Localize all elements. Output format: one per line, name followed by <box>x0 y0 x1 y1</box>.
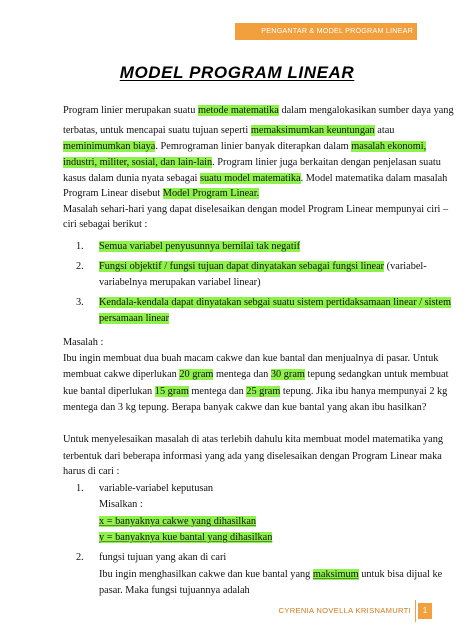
list-number-3: 3. <box>76 297 84 308</box>
solution-number-1: 1. <box>76 483 84 494</box>
masalah-line-1: Ibu ingin membuat dua buah macam cakwe dan kue bantal dan menjualnya di pasar. Untuk <box>63 353 439 364</box>
solution-line-5: pasar. Maka fungsi tujuannya adalah <box>99 585 250 596</box>
solution-line-4: Ibu ingin menghasilkan cakwe dan kue bantal yang maksimum untuk bisa dijual ke <box>99 569 443 580</box>
p1-line-1: Program linier merupakan suatu metode matematika dalam mengalokasikan sumber daya yang <box>63 105 454 116</box>
p2-line-2: ciri sebagai berikut : <box>63 219 148 230</box>
list-item-2-cont: variabelnya merupakan variabel linear) <box>99 277 261 288</box>
misalkan-label: Misalkan : <box>99 499 143 510</box>
solution-number-2: 2. <box>76 552 84 563</box>
masalah-line-3: kue bantal diperlukan 15 gram mentega dan 25 gram tepung. Jika ibu hanya mempunyai 2 kg <box>63 386 448 397</box>
footer-author: CYRENIA NOVELLA KRISNAMURTI <box>278 606 411 615</box>
list-item-3: Kendala-kendala dapat dinyatakan sebgai suatu sistem pertidaksamaan linear / sistem <box>99 297 451 308</box>
p1-line-4: industri, militer, sosial, dan lain-lain. Program linier juga berkaitan dengan penjelasan suatu <box>63 157 441 168</box>
list-number-2: 2. <box>76 261 84 272</box>
list-item-3-cont: persamaan linear <box>99 313 170 324</box>
document-title: MODEL PROGRAM LINEAR <box>119 63 355 82</box>
list-item-1: Semua variabel penyusunnya bernilai tak negatif <box>99 241 301 252</box>
variable-y-definition: y = banyaknya kue bantal yang dihasilkan <box>99 532 273 543</box>
p1-line-6: Program Linear disebut Model Program Linear. <box>63 188 260 199</box>
variable-x-definition: x = banyaknya cakwe yang dihasilkan <box>99 516 257 527</box>
masalah-label: Masalah : <box>63 337 104 348</box>
masalah-line-2: membuat cakwe diperlukan 20 gram mentega dan 30 gram tepung sedangkan untuk membuat <box>63 369 449 380</box>
footer-divider <box>415 600 416 622</box>
list-item-2: Fungsi objektif / fungsi tujuan dapat dinyatakan sebagai fungsi linear (variabel- <box>99 261 427 272</box>
p1-line-3: meminimumkan biaya. Pemrograman linier banyak diterapkan dalam masalah ekonomi, <box>63 141 427 152</box>
solution-item-1: variable-variabel keputusan <box>99 483 214 494</box>
p2-line-1: Masalah sehari-hari yang dapat diselesaikan dengan model Program Linear mempunyai ciri – <box>63 204 449 215</box>
solution-line-2: terbentuk dari beberapa informasi yang ada yang diselesaikan dengan Program Linear maka <box>63 451 442 462</box>
p1-line-2: terbatas, untuk mencapai suatu tujuan seperti memaksimumkan keuntungan atau <box>63 125 395 136</box>
list-number-1: 1. <box>76 241 84 252</box>
header-title: PENGANTAR & MODEL PROGRAM LINEAR <box>261 26 413 35</box>
solution-line-3: harus di cari : <box>63 466 120 477</box>
p1-line-5: kasus dalam dunia nyata sebagai suatu model matematika. Model matematika dalam masalah <box>63 173 448 184</box>
solution-item-2: fungsi tujuan yang akan di cari <box>99 552 227 563</box>
page-number: 1 <box>418 603 432 619</box>
solution-line-1: Untuk menyelesaikan masalah di atas terlebih dahulu kita membuat model matematika yang <box>63 434 444 445</box>
masalah-line-4: mentega dan 3 kg tepung. Berapa banyak cakwe dan kue bantal yang akan ibu hasilkan? <box>63 402 427 413</box>
